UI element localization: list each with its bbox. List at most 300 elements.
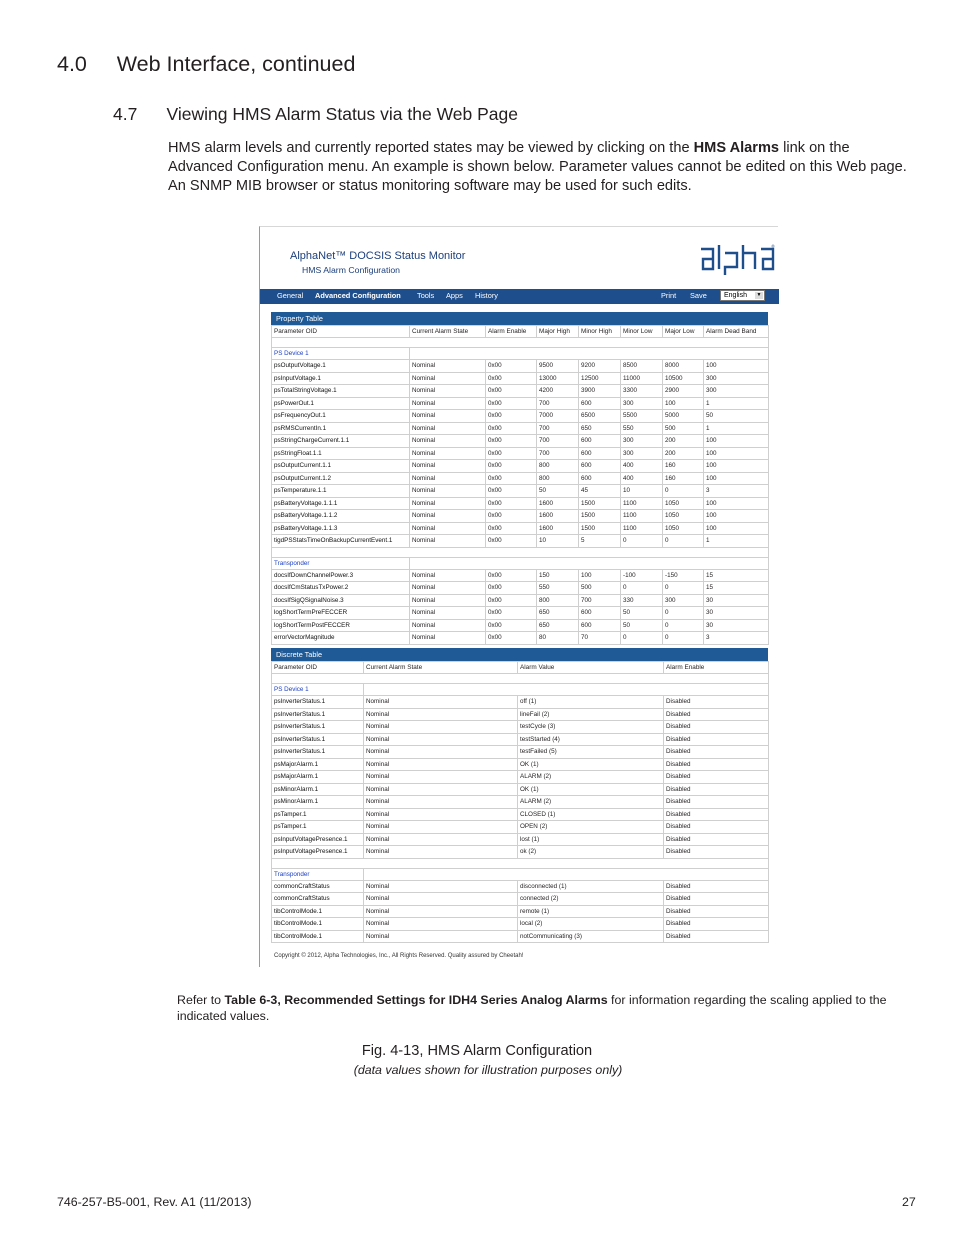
table-cell: Nominal [410, 372, 486, 385]
table-cell: 0x00 [486, 372, 537, 385]
table-cell: 0x00 [486, 385, 537, 398]
parameter-oid-cell: psPowerOut.1 [272, 397, 410, 410]
table-cell: 0x00 [486, 582, 537, 595]
table-cell: ALARM (2) [518, 796, 664, 809]
table-cell: 0x00 [486, 360, 537, 373]
table-cell: 300 [663, 594, 704, 607]
spacer-cell [272, 674, 769, 684]
spacer-row [272, 547, 769, 557]
table-cell: off (1) [518, 696, 664, 709]
table-cell: notCommunicating (3) [518, 930, 664, 943]
column-header: Current Alarm State [410, 326, 486, 338]
table-cell: Nominal [410, 594, 486, 607]
property-table-panel [271, 312, 768, 645]
parameter-oid-cell: psStringFloat.1.1 [272, 447, 410, 460]
app-title: AlphaNet™ DOCSIS Status Monitor [290, 250, 466, 262]
spacer-row [272, 858, 769, 868]
column-header: Alarm Dead Band [704, 326, 769, 338]
table-cell: 800 [537, 594, 579, 607]
table-reference: Table 6-3, Recommended Settings for IDH4 Series Analog Alarms [224, 993, 608, 1007]
table-cell: 0x00 [486, 447, 537, 460]
table-cell: 0x00 [486, 460, 537, 473]
table-cell: Disabled [664, 880, 769, 893]
table-row [272, 721, 769, 734]
column-header: Alarm Enable [664, 662, 769, 674]
nav-advanced-configuration[interactable]: Advanced Configuration [315, 291, 401, 300]
table-cell: 100 [704, 460, 769, 473]
table-cell: Nominal [364, 783, 518, 796]
parameter-oid-cell: psInverterStatus.1 [272, 696, 364, 709]
table-cell: 0 [663, 607, 704, 620]
group-filler [410, 348, 769, 360]
figure-caption-note: (data values shown for illustration purposes only) [353, 1063, 623, 1077]
copyright-notice: Copyright © 2012, Alpha Technologies, Inc., All Rights Reserved. Quality assured by Cheetah! [274, 953, 524, 959]
table-cell: 8000 [663, 360, 704, 373]
table-row [272, 385, 769, 398]
parameter-oid-cell: psBatteryVoltage.1.1.1 [272, 497, 410, 510]
table-cell: Nominal [410, 569, 486, 582]
table-cell: 70 [579, 632, 621, 645]
table-cell: 30 [704, 607, 769, 620]
table-cell: testStarted (4) [518, 733, 664, 746]
column-header: Current Alarm State [364, 662, 518, 674]
table-cell: Nominal [410, 619, 486, 632]
table-row [272, 594, 769, 607]
group-row [272, 684, 769, 696]
table-cell: OK (1) [518, 758, 664, 771]
table-cell: 100 [704, 472, 769, 485]
table-row [272, 522, 769, 535]
table-cell: 0 [621, 582, 663, 595]
refer-text-pre: Refer to [177, 993, 225, 1007]
discrete-table-header-row [272, 662, 769, 674]
table-cell: 100 [663, 397, 704, 410]
table-cell: 300 [621, 397, 663, 410]
table-cell: 10 [621, 485, 663, 498]
table-cell: Nominal [364, 708, 518, 721]
table-row [272, 930, 769, 943]
table-cell: 0 [663, 632, 704, 645]
table-cell: Nominal [410, 460, 486, 473]
alpha-logo-icon [699, 241, 775, 277]
table-cell: 700 [537, 397, 579, 410]
table-cell: Disabled [664, 758, 769, 771]
column-header: Alarm Value [518, 662, 664, 674]
table-row [272, 783, 769, 796]
table-cell: Nominal [410, 510, 486, 523]
table-row [272, 846, 769, 859]
svg-text:®: ® [771, 244, 775, 249]
table-row [272, 360, 769, 373]
table-cell: 0x00 [486, 410, 537, 423]
table-row [272, 485, 769, 498]
nav-tools[interactable]: Tools [417, 291, 435, 300]
parameter-oid-cell: tibControlMode.1 [272, 930, 364, 943]
table-cell: 600 [579, 435, 621, 448]
table-cell: Disabled [664, 746, 769, 759]
table-cell: ALARM (2) [518, 771, 664, 784]
parameter-oid-cell: docsIfSigQSignalNoise.3 [272, 594, 410, 607]
table-cell: Disabled [664, 905, 769, 918]
property-table-title: Property Table [271, 312, 768, 325]
nav-apps[interactable]: Apps [446, 291, 463, 300]
table-row [272, 397, 769, 410]
parameter-oid-cell: tibControlMode.1 [272, 905, 364, 918]
table-row [272, 821, 769, 834]
table-row [272, 510, 769, 523]
footer-document-id: 746-257-B5-001, Rev. A1 (11/2013) [57, 1195, 252, 1209]
table-cell: remote (1) [518, 905, 664, 918]
parameter-oid-cell: psInverterStatus.1 [272, 721, 364, 734]
spacer-row [272, 338, 769, 348]
nav-history[interactable]: History [475, 291, 498, 300]
table-cell: 5 [579, 535, 621, 548]
spacer-cell [272, 338, 769, 348]
table-cell: testCycle (3) [518, 721, 664, 734]
table-cell: 4200 [537, 385, 579, 398]
table-cell: 2900 [663, 385, 704, 398]
table-cell: 5500 [621, 410, 663, 423]
table-cell: 13000 [537, 372, 579, 385]
table-cell: 0 [621, 535, 663, 548]
table-cell: Nominal [410, 410, 486, 423]
table-cell: 0 [663, 582, 704, 595]
footer-page-number: 27 [902, 1195, 916, 1209]
table-cell: 8500 [621, 360, 663, 373]
parameter-oid-cell: psFrequencyOut.1 [272, 410, 410, 423]
table-row [272, 771, 769, 784]
table-cell: 600 [579, 472, 621, 485]
table-row [272, 880, 769, 893]
table-cell: Nominal [410, 397, 486, 410]
column-header: Major Low [663, 326, 704, 338]
table-cell: 500 [579, 582, 621, 595]
table-cell: Nominal [364, 833, 518, 846]
table-cell: Nominal [410, 582, 486, 595]
table-row [272, 447, 769, 460]
table-cell: 650 [579, 422, 621, 435]
table-row [272, 607, 769, 620]
table-cell: 100 [704, 447, 769, 460]
column-header: Minor High [579, 326, 621, 338]
table-cell: 1600 [537, 497, 579, 510]
table-cell: 0x00 [486, 485, 537, 498]
table-row [272, 569, 769, 582]
table-cell: -150 [663, 569, 704, 582]
table-cell: 0x00 [486, 619, 537, 632]
subsection-heading: 4.7 Viewing HMS Alarm Status via the Web Page [113, 104, 518, 124]
table-cell: 80 [537, 632, 579, 645]
table-cell: 50 [621, 619, 663, 632]
print-link[interactable]: Print [661, 291, 677, 300]
table-row [272, 808, 769, 821]
table-cell: 550 [537, 582, 579, 595]
table-cell: Disabled [664, 696, 769, 709]
table-cell: 3 [704, 485, 769, 498]
group-row [272, 348, 769, 360]
table-row [272, 893, 769, 906]
table-cell: Disabled [664, 733, 769, 746]
table-cell: Nominal [364, 758, 518, 771]
table-cell: 15 [704, 569, 769, 582]
table-cell: 3300 [621, 385, 663, 398]
table-cell: 600 [579, 607, 621, 620]
table-row [272, 497, 769, 510]
table-cell: Disabled [664, 893, 769, 906]
table-cell: 6500 [579, 410, 621, 423]
table-row [272, 796, 769, 809]
table-cell: 3900 [579, 385, 621, 398]
property-table-header-row [272, 326, 769, 338]
table-cell: local (2) [518, 918, 664, 931]
table-cell: 160 [663, 460, 704, 473]
table-cell: 160 [663, 472, 704, 485]
language-select[interactable] [720, 290, 765, 301]
table-cell: 700 [537, 435, 579, 448]
table-cell: 300 [704, 372, 769, 385]
table-cell: Nominal [364, 905, 518, 918]
parameter-oid-cell: psInputVoltagePresence.1 [272, 833, 364, 846]
table-cell: 650 [537, 607, 579, 620]
table-cell: 30 [704, 594, 769, 607]
table-cell: 0x00 [486, 435, 537, 448]
app-subtitle: HMS Alarm Configuration [302, 265, 401, 275]
table-row [272, 833, 769, 846]
table-cell: 50 [704, 410, 769, 423]
table-cell: Disabled [664, 708, 769, 721]
table-cell: 150 [537, 569, 579, 582]
table-cell: 9200 [579, 360, 621, 373]
discrete-table [271, 661, 769, 943]
table-cell: lost (1) [518, 833, 664, 846]
table-cell: Disabled [664, 796, 769, 809]
table-cell: 12500 [579, 372, 621, 385]
table-cell: 1 [704, 422, 769, 435]
table-cell: 300 [704, 385, 769, 398]
table-cell: 3 [704, 632, 769, 645]
table-cell: Nominal [410, 632, 486, 645]
table-cell: OK (1) [518, 783, 664, 796]
table-row [272, 758, 769, 771]
table-cell: lineFail (2) [518, 708, 664, 721]
table-cell: Nominal [410, 435, 486, 448]
table-cell: 0x00 [486, 535, 537, 548]
table-cell: 0x00 [486, 497, 537, 510]
table-cell: 7000 [537, 410, 579, 423]
table-cell: connected (2) [518, 893, 664, 906]
table-row [272, 435, 769, 448]
parameter-oid-cell: psMinorAlarm.1 [272, 796, 364, 809]
parameter-oid-cell: psTamper.1 [272, 808, 364, 821]
table-cell: testFailed (5) [518, 746, 664, 759]
hms-alarms-term: HMS Alarms [693, 140, 780, 156]
chevron-down-icon[interactable]: ▼ [756, 292, 762, 298]
parameter-oid-cell: psInputVoltagePresence.1 [272, 846, 364, 859]
table-cell: 550 [621, 422, 663, 435]
table-cell: 100 [579, 569, 621, 582]
table-cell: 1050 [663, 522, 704, 535]
intro-text-post: link on the Advanced Configuration menu. An example is shown below. Parameter values cannot be edited on this Web page. An SNMP MIB browser or status monitoring software may be used for such edits. [168, 140, 907, 194]
table-cell: 15 [704, 582, 769, 595]
table-cell: Disabled [664, 771, 769, 784]
table-row [272, 582, 769, 595]
table-cell: 0x00 [486, 569, 537, 582]
table-cell: 0x00 [486, 632, 537, 645]
group-filler [410, 557, 769, 569]
parameter-oid-cell: psTamper.1 [272, 821, 364, 834]
table-cell: 0x00 [486, 522, 537, 535]
table-cell: Disabled [664, 783, 769, 796]
table-cell: 300 [621, 447, 663, 460]
table-cell: 5000 [663, 410, 704, 423]
table-cell: 0 [621, 632, 663, 645]
table-cell: Nominal [410, 497, 486, 510]
parameter-oid-cell: psInputVoltage.1 [272, 372, 410, 385]
group-filler [364, 868, 769, 880]
parameter-oid-cell: psOutputVoltage.1 [272, 360, 410, 373]
parameter-oid-cell: tibControlMode.1 [272, 918, 364, 931]
table-cell: 400 [621, 460, 663, 473]
table-cell: 400 [621, 472, 663, 485]
table-cell: 1600 [537, 510, 579, 523]
spacer-cell [272, 858, 769, 868]
web-page-screenshot [259, 226, 778, 967]
table-row [272, 535, 769, 548]
table-cell: Disabled [664, 846, 769, 859]
table-row [272, 410, 769, 423]
table-cell: Disabled [664, 721, 769, 734]
parameter-oid-cell: psBatteryVoltage.1.1.3 [272, 522, 410, 535]
table-cell: Nominal [410, 385, 486, 398]
parameter-oid-cell: psStringChargeCurrent.1.1 [272, 435, 410, 448]
table-cell: 0 [663, 619, 704, 632]
table-cell: 0 [663, 485, 704, 498]
spacer-cell [272, 547, 769, 557]
discrete-table-title: Discrete Table [271, 648, 768, 661]
column-header: Alarm Enable [486, 326, 537, 338]
parameter-oid-cell: psTotalStringVoltage.1 [272, 385, 410, 398]
table-cell: 0x00 [486, 472, 537, 485]
group-row [272, 868, 769, 880]
discrete-table-panel [271, 648, 768, 943]
table-cell: 10500 [663, 372, 704, 385]
table-row [272, 472, 769, 485]
table-cell: Disabled [664, 808, 769, 821]
table-cell: Nominal [410, 422, 486, 435]
table-cell: 700 [537, 447, 579, 460]
save-link[interactable]: Save [690, 291, 707, 300]
table-cell: 330 [621, 594, 663, 607]
table-cell: 1100 [621, 497, 663, 510]
table-cell: Nominal [410, 522, 486, 535]
parameter-oid-cell: logShortTermPreFECCER [272, 607, 410, 620]
table-cell: 1 [704, 397, 769, 410]
table-cell: 0x00 [486, 510, 537, 523]
table-cell: disconnected (1) [518, 880, 664, 893]
table-cell: 0x00 [486, 422, 537, 435]
parameter-oid-cell: docsIfCmStatusTxPower.2 [272, 582, 410, 595]
parameter-oid-cell: errorVectorMagnitude [272, 632, 410, 645]
table-row [272, 460, 769, 473]
table-cell: 600 [579, 447, 621, 460]
intro-paragraph [168, 139, 908, 196]
table-cell: Nominal [364, 721, 518, 734]
spacer-row [272, 674, 769, 684]
column-header: Minor Low [621, 326, 663, 338]
table-cell: 650 [537, 619, 579, 632]
table-cell: Nominal [364, 821, 518, 834]
nav-general[interactable]: General [277, 291, 304, 300]
parameter-oid-cell: psTemperature.1.1 [272, 485, 410, 498]
group-label: Transponder [272, 557, 410, 569]
parameter-oid-cell: tigdPSStatsTimeOnBackupCurrentEvent.1 [272, 535, 410, 548]
group-row [272, 557, 769, 569]
refer-text-post: for information regarding the scaling applied to the indicated values. [177, 993, 887, 1023]
table-row [272, 696, 769, 709]
table-cell: 50 [537, 485, 579, 498]
table-cell: 1 [704, 535, 769, 548]
table-cell: 0 [663, 535, 704, 548]
parameter-oid-cell: psInverterStatus.1 [272, 746, 364, 759]
figure-caption: Fig. 4-13, HMS Alarm Configuration [361, 1043, 593, 1059]
parameter-oid-cell: psMinorAlarm.1 [272, 783, 364, 796]
table-cell: 11000 [621, 372, 663, 385]
table-cell: 0x00 [486, 397, 537, 410]
table-cell: 1100 [621, 522, 663, 535]
property-table [271, 325, 769, 645]
table-cell: 9500 [537, 360, 579, 373]
table-cell: Nominal [410, 607, 486, 620]
reference-note [177, 993, 917, 1024]
table-cell: Nominal [364, 846, 518, 859]
table-cell: 200 [663, 435, 704, 448]
table-cell: Nominal [364, 930, 518, 943]
table-cell: Disabled [664, 833, 769, 846]
table-cell: 1050 [663, 510, 704, 523]
table-cell: 700 [537, 422, 579, 435]
table-cell: ok (2) [518, 846, 664, 859]
table-cell: 800 [537, 472, 579, 485]
table-cell: 300 [621, 435, 663, 448]
table-row [272, 733, 769, 746]
table-cell: Disabled [664, 930, 769, 943]
section-heading: 4.0 Web Interface, continued [57, 52, 356, 76]
table-cell: 0x00 [486, 594, 537, 607]
group-filler [364, 684, 769, 696]
group-label: Transponder [272, 868, 364, 880]
table-cell: Nominal [364, 893, 518, 906]
table-cell: 100 [704, 435, 769, 448]
parameter-oid-cell: psRMSCurrentIn.1 [272, 422, 410, 435]
table-row [272, 422, 769, 435]
table-cell: 30 [704, 619, 769, 632]
table-cell: 100 [704, 510, 769, 523]
table-cell: 45 [579, 485, 621, 498]
table-cell: 100 [704, 522, 769, 535]
table-cell: 600 [579, 397, 621, 410]
column-header: Major High [537, 326, 579, 338]
table-cell: Nominal [364, 796, 518, 809]
table-cell: 600 [579, 619, 621, 632]
table-cell: Nominal [364, 696, 518, 709]
intro-text-pre: HMS alarm levels and currently reported states may be viewed by clicking on the [168, 140, 694, 156]
table-cell: 50 [621, 607, 663, 620]
table-cell: OPEN (2) [518, 821, 664, 834]
table-cell: 600 [579, 460, 621, 473]
table-cell: 1050 [663, 497, 704, 510]
table-cell: Nominal [364, 771, 518, 784]
parameter-oid-cell: logShortTermPostFECCER [272, 619, 410, 632]
